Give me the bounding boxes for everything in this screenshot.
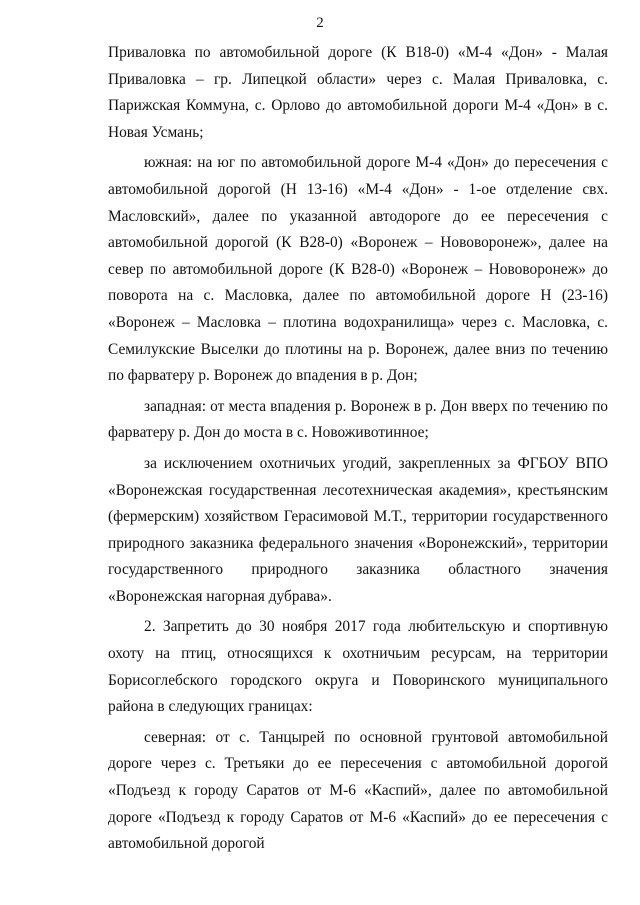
paragraph-item-2: 2. Запретить до 30 ноября 2017 года любительскую и спортивную охоту на птиц, относящихся к охотничьим ресурсам, на территории Борисоглебского городского округа и Поворинского муниципального района в следующих границах: bbox=[108, 618, 608, 716]
paragraph-western-border: западная: от места впадения р. Воронеж в р. Дон вверх по течению по фарватеру р. Дон до моста в с. Новоживотинное; bbox=[108, 397, 608, 442]
paragraph-southern-border: южная: на юг по автомобильной дороге М-4 «Дон» до пересечения с автомобильной дорогой (Н 13-16) «М-4 «Дон» - 1-ое отделение свх. Масловский», далее по указанной автодороге до ее пересечения с автомобильной дорогой (К В28-0) «Воронеж – Нововоронеж», далее на север по автомобильной дороге (К В28-0) «Воронеж – Нововоронеж» до поворота на с. Масловка, далее по автомобильной дороге Н (23-16) «Воронеж – Масловка – плотина водохранилища» через с. Масловка, с. Семилукские Выселки до плотины на р. Воронеж, далее вниз по течению по фарватеру р. Воронеж до впадения в р. Дон; bbox=[108, 154, 608, 385]
document-body bbox=[108, 40, 608, 862]
paragraph-northern-border: северная: от с. Танцырей по основной грунтовой автомобильной дороге через с. Третьяки до ее пересечения с автомобильной дорогой «Подъезд к городу Саратов от М-6 «Каспий», далее по автомобильной дороге «Подъезд к городу Саратов от М-6 «Каспий» до ее пересечения с автомобильной дорогой bbox=[108, 728, 608, 853]
paragraph-exceptions: за исключением охотничьих угодий, закрепленных за ФГБОУ ВПО «Воронежская государственная лесотехническая академия», крестьянским (фермерским) хозяйством Герасимовой М.Т., территории государственного природного заказника федерального значения «Воронежский», территории государственного природного заказника областного значения «Воронежская нагорная дубрава». bbox=[108, 454, 608, 605]
paragraph-continuation: Приваловка по автомобильной дороге (К В18-0) «М-4 «Дон» - Малая Приваловка – гр. Липецкой области» через с. Малая Приваловка, с. Парижская Коммуна, с. Орлово до автомобильной дороги М-4 «Дон» в с. Новая Усмань; bbox=[108, 44, 608, 141]
page-number: 2 bbox=[316, 15, 324, 31]
